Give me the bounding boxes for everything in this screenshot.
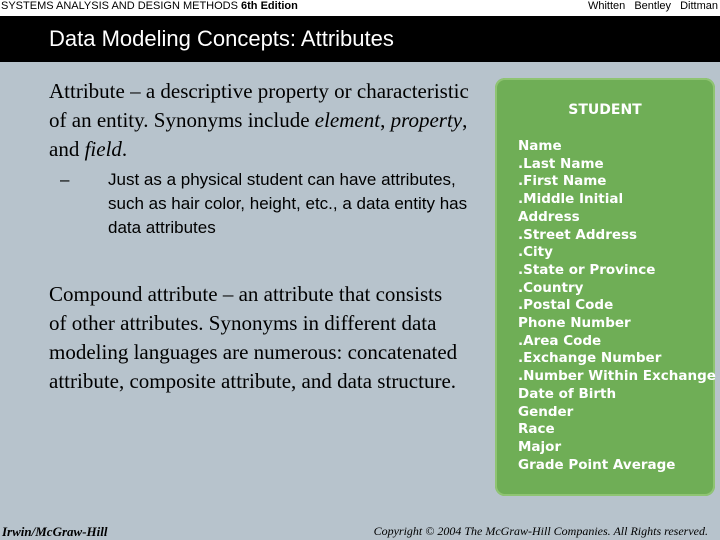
course-title <box>1 0 298 12</box>
list-item: Phone Number <box>518 315 631 332</box>
edition-label: 6th Edition <box>241 0 298 12</box>
list-item: .Number Within Exchange <box>518 368 716 385</box>
list-item: .State or Province <box>518 261 656 278</box>
entity-title: STUDENT <box>568 102 642 118</box>
title-bar <box>0 16 720 62</box>
definition-text: – an attribute that consists of other attributes. Synonyms in different data modeling languages are numerous: concatenated attribute, composite attribute, and data structure. <box>49 282 458 393</box>
slide-title: Data Modeling Concepts: Attributes <box>49 26 394 51</box>
term-attribute: Attribute <box>49 79 125 103</box>
list-item: .Postal Code <box>518 297 614 314</box>
synonym-field: field <box>84 137 122 161</box>
definition-text: , <box>380 108 391 132</box>
definition-text: – a descriptive property or characteristic of an entity. Synonyms include <box>49 79 469 132</box>
list-item: Race <box>518 421 555 438</box>
bullet-dash: – <box>60 170 70 189</box>
list-item: Major <box>518 438 562 455</box>
author-name: Whitten <box>587 0 626 12</box>
term-compound-attribute: Compound attribute <box>49 282 218 306</box>
synonym-property: property <box>390 108 463 132</box>
author-name: Dittman <box>680 0 718 12</box>
author-name: Bentley <box>634 0 672 12</box>
list-item: .Street Address <box>518 226 638 243</box>
student-entity-card <box>495 78 715 496</box>
copyright-notice: Copyright © 2004 The McGraw-Hill Companies. All Rights reserved. <box>373 524 708 538</box>
publisher-label: Irwin/McGraw-Hill <box>2 524 108 539</box>
definition-text: , and <box>49 108 468 161</box>
list-item: Gender <box>518 403 574 420</box>
header-bar <box>0 0 720 16</box>
list-item: Date of Birth <box>518 385 617 402</box>
list-item: .Last Name <box>518 155 604 172</box>
list-item: .Area Code <box>518 332 602 349</box>
list-item: Name <box>518 138 562 154</box>
compound-attribute-definition <box>49 280 459 396</box>
authors <box>582 0 718 12</box>
list-item: .Middle Initial <box>518 191 624 208</box>
list-item: .Country <box>518 279 584 296</box>
list-item: .First Name <box>518 173 607 190</box>
attribute-definition <box>49 77 469 164</box>
list-item: Address <box>518 208 580 225</box>
course-name: SYSTEMS ANALYSIS AND DESIGN METHODS <box>1 0 238 12</box>
list-item: .City <box>518 244 553 261</box>
definition-text: . <box>121 137 128 161</box>
list-item: .Exchange Number <box>518 350 662 367</box>
attribute-list <box>518 138 716 474</box>
list-item: Grade Point Average <box>518 456 676 473</box>
bullet-text: Just as a physical student can have attributes, such as hair color, height, etc., a data entity has data attributes <box>108 170 468 237</box>
synonym-element: element <box>314 108 381 132</box>
